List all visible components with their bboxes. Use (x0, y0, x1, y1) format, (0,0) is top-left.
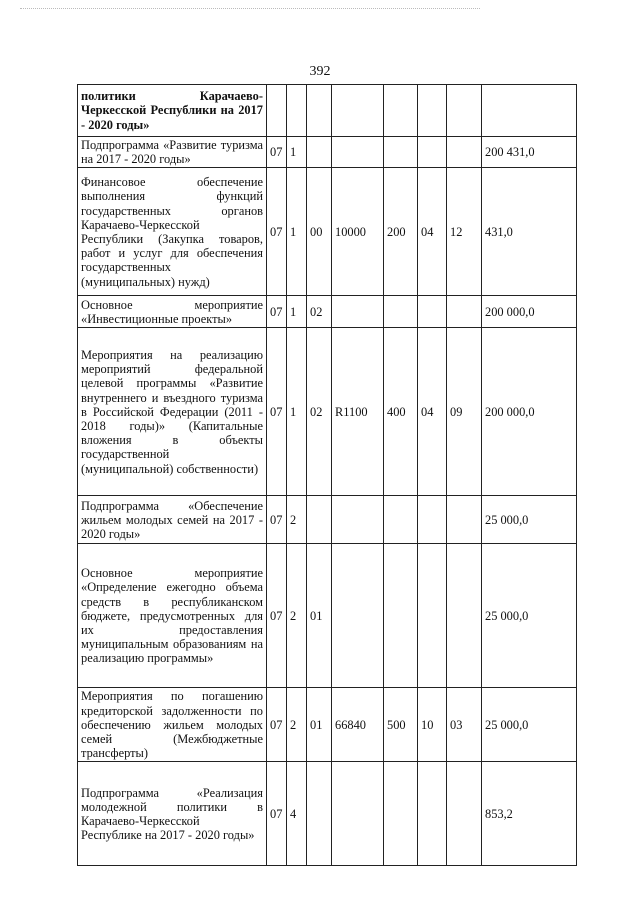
cell-amount (482, 85, 577, 137)
cell-c2: 2 (287, 496, 307, 544)
cell-amount: 853,2 (482, 762, 577, 866)
cell-amount: 200 431,0 (482, 137, 577, 168)
cell-c3: 02 (307, 296, 332, 328)
cell-amount: 25 000,0 (482, 496, 577, 544)
cell-c6: 04 (418, 328, 447, 496)
page-number: 392 (309, 64, 331, 79)
cell-c5: 500 (384, 688, 418, 762)
cell-c6 (418, 762, 447, 866)
cell-c7: 09 (447, 328, 482, 496)
cell-c1: 07 (267, 762, 287, 866)
cell-c4 (332, 762, 384, 866)
cell-c1: 07 (267, 544, 287, 688)
table-row (78, 544, 577, 688)
cell-c7 (447, 85, 482, 137)
cell-c1: 07 (267, 496, 287, 544)
cell-c7 (447, 296, 482, 328)
cell-c3 (307, 762, 332, 866)
cell-c6 (418, 137, 447, 168)
cell-c1: 07 (267, 137, 287, 168)
cell-c1: 07 (267, 296, 287, 328)
cell-c6: 04 (418, 168, 447, 296)
cell-amount: 25 000,0 (482, 544, 577, 688)
table-row (78, 137, 577, 168)
table-row (78, 496, 577, 544)
cell-c1: 07 (267, 688, 287, 762)
cell-amount: 431,0 (482, 168, 577, 296)
cell-c2 (287, 85, 307, 137)
cell-c5 (384, 544, 418, 688)
cell-name: Основное мероприятие «Определение ежегодно объема средств в республиканском бюджете, предусмотренных для их предоставления муниципальным образованиям на реализацию программы» (78, 544, 267, 688)
cell-c4: R1100 (332, 328, 384, 496)
cell-c5 (384, 762, 418, 866)
cell-c5 (384, 496, 418, 544)
cell-name: политики Карачаево-Черкесской Республики на 2017 - 2020 годы» (78, 85, 267, 137)
cell-c7: 03 (447, 688, 482, 762)
cell-name: Основное мероприятие «Инвестиционные проекты» (78, 296, 267, 328)
cell-c3: 02 (307, 328, 332, 496)
cell-c4: 66840 (332, 688, 384, 762)
cell-c4 (332, 85, 384, 137)
table-row (78, 296, 577, 328)
cell-c2: 2 (287, 544, 307, 688)
cell-c1: 07 (267, 168, 287, 296)
cell-c6 (418, 296, 447, 328)
cell-c7 (447, 137, 482, 168)
cell-name: Мероприятия по погашению кредиторской задолженности по обеспечению жильем молодых семей (Межбюджетные трансферты) (78, 688, 267, 762)
cell-c4 (332, 137, 384, 168)
cell-c2: 1 (287, 168, 307, 296)
cell-c3 (307, 85, 332, 137)
cell-c4 (332, 544, 384, 688)
cell-c6 (418, 85, 447, 137)
cell-c5 (384, 296, 418, 328)
cell-c2: 1 (287, 137, 307, 168)
cell-c5: 200 (384, 168, 418, 296)
cell-name: Финансовое обеспечение выполнения функций государственных органов Карачаево-Черкесской Республики (Закупка товаров, работ и услуг для обеспечения государственных (муниципальных) нужд) (78, 168, 267, 296)
cell-c2: 1 (287, 328, 307, 496)
cell-c7 (447, 544, 482, 688)
table-row (78, 762, 577, 866)
cell-amount: 200 000,0 (482, 296, 577, 328)
cell-c2: 2 (287, 688, 307, 762)
cell-c7 (447, 762, 482, 866)
cell-c4 (332, 296, 384, 328)
cell-c6 (418, 544, 447, 688)
table-row (78, 328, 577, 496)
table-row (78, 85, 577, 137)
cell-c7: 12 (447, 168, 482, 296)
table-row (78, 168, 577, 296)
cell-c3: 01 (307, 544, 332, 688)
cell-name: Подпрограмма «Обеспечение жильем молодых семей на 2017 - 2020 годы» (78, 496, 267, 544)
cell-c5 (384, 85, 418, 137)
cell-name: Подпрограмма «Реализация молодежной политики в Карачаево-Черкесской Республике на 2017 - 2020 годы» (78, 762, 267, 866)
cell-c6: 10 (418, 688, 447, 762)
cell-c4: 10000 (332, 168, 384, 296)
cell-c7 (447, 496, 482, 544)
cell-c3 (307, 496, 332, 544)
cell-c3 (307, 137, 332, 168)
cell-amount: 25 000,0 (482, 688, 577, 762)
scan-artifact-line (20, 8, 480, 15)
cell-c1 (267, 85, 287, 137)
cell-c3: 01 (307, 688, 332, 762)
cell-c2: 4 (287, 762, 307, 866)
table-row (78, 688, 577, 762)
budget-table (77, 84, 577, 866)
cell-c2: 1 (287, 296, 307, 328)
cell-c1: 07 (267, 328, 287, 496)
cell-name: Подпрограмма «Развитие туризма на 2017 - 2020 годы» (78, 137, 267, 168)
cell-c5: 400 (384, 328, 418, 496)
cell-c3: 00 (307, 168, 332, 296)
cell-c6 (418, 496, 447, 544)
cell-c4 (332, 496, 384, 544)
cell-c5 (384, 137, 418, 168)
cell-amount: 200 000,0 (482, 328, 577, 496)
cell-name: Мероприятия на реализацию мероприятий федеральной целевой программы «Развитие внутреннего и въездного туризма в Российской Федерации (2011 - 2018 годы)» (Капитальные вложения в объекты государственной (муниципальной) собственности) (78, 328, 267, 496)
